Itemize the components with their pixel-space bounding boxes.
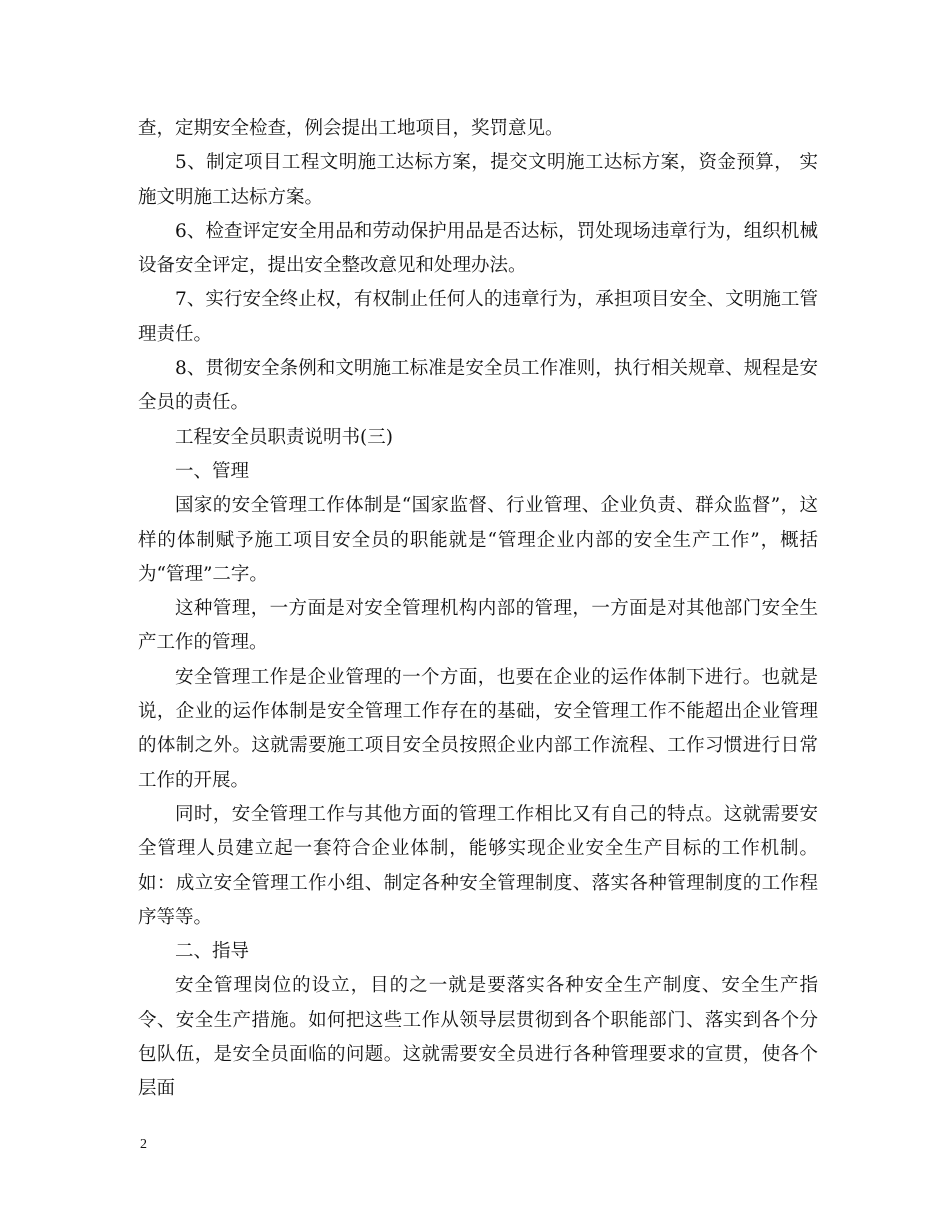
paragraph-4: 7、实行安全终止权，有权制止任何人的违章行为，承担项目安全、文明施工管理责任。	[138, 289, 818, 345]
paragraph-8: 国家的安全管理工作体制是“国家监督、行业管理、企业负责、群众监督”，这样的体制赋予施工项目安全员的职能就是“管理企业内部的安全生产工作”，概括为“管理”二字。	[138, 495, 818, 585]
paragraph-1: 查，定期安全检查，例会提出工地项目，奖罚意见。	[138, 118, 564, 139]
paragraph-10: 安全管理工作是企业管理的一个方面，也要在企业的运作体制下进行。也就是说，企业的运作体制是安全管理工作存在的基础，安全管理工作不能超出企业管理的体制之外。这就需要施工项目安全员按照企业内部工作流程、工作习惯进行日常工作的开展。	[138, 666, 818, 791]
document-body	[138, 112, 818, 1107]
paragraph-11: 同时，安全管理工作与其他方面的管理工作相比又有自己的特点。这就需要安全管理人员建立起一套符合企业体制，能够实现企业安全生产目标的工作机制。如：成立安全管理工作小组、制定各种安全管理制度、落实各种管理制度的工作程序等等。	[138, 803, 818, 928]
page-number: 2	[140, 1137, 147, 1152]
paragraph-2: 5、制定项目工程文明施工达标方案，提交文明施工达标方案，资金预算， 实施文明施工达标方案。	[138, 152, 818, 208]
paragraph-5: 8、贯彻安全条例和文明施工标准是安全员工作准则，执行相关规章、规程是安全员的责任。	[138, 358, 818, 414]
section-title: 工程安全员职责说明书(三)	[175, 426, 393, 448]
paragraph-13: 安全管理岗位的设立，目的之一就是要落实各种安全生产制度、安全生产指令、安全生产措施。如何把这些工作从领导层贯彻到各个职能部门、落实到各个分包队伍，是安全员面临的问题。这就需要安全员进行各种管理要求的宣贯，使各个层面	[138, 975, 818, 1100]
heading-management: 一、管理	[175, 460, 250, 482]
paragraph-9: 这种管理，一方面是对安全管理机构内部的管理，一方面是对其他部门安全生产工作的管理。	[138, 598, 818, 654]
heading-guidance: 二、指导	[175, 941, 250, 963]
paragraph-3: 6、检查评定安全用品和劳动保护用品是否达标，罚处现场违章行为，组织机械设备安全评定，提出安全整改意见和处理办法。	[138, 220, 818, 277]
